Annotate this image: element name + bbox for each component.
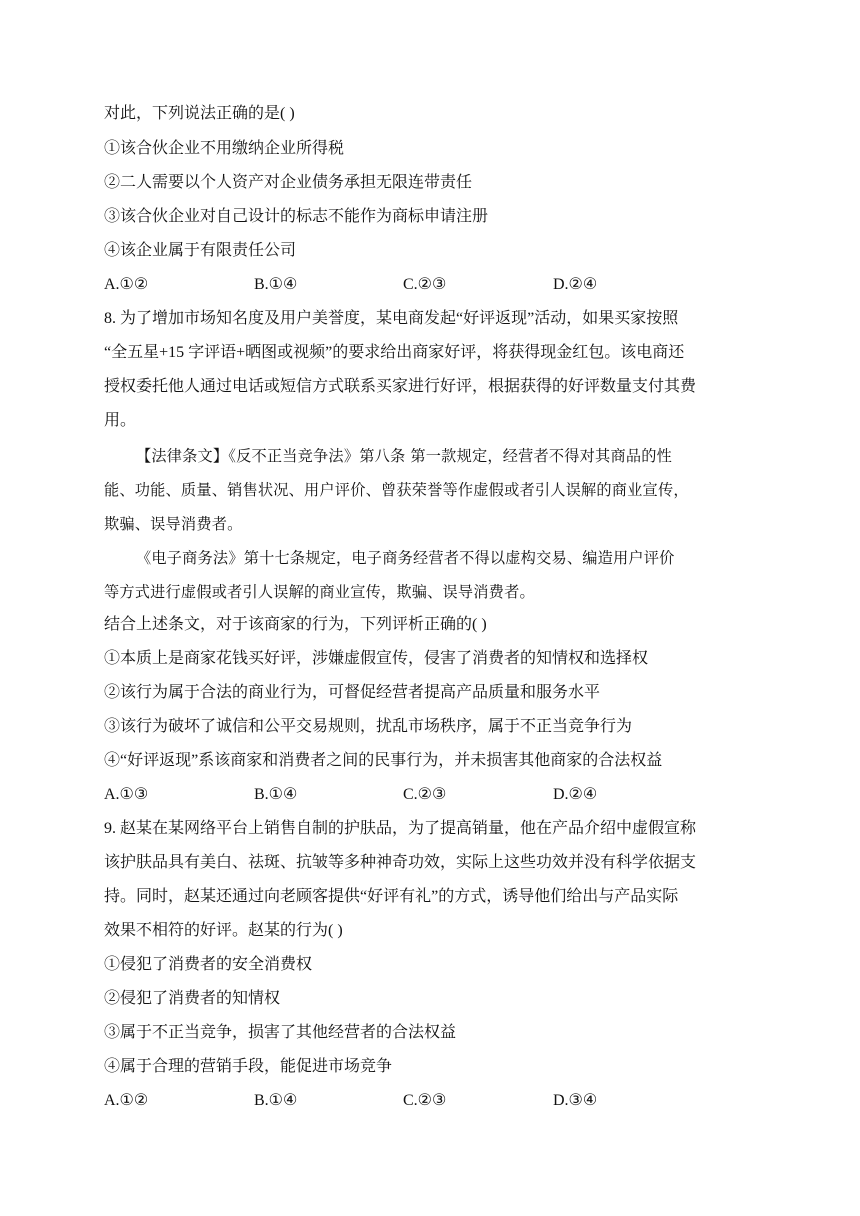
q9-option-a: A.①② — [104, 1092, 149, 1109]
q7-stem: 对此，下列说法正确的是( ) — [104, 105, 295, 122]
q8-law-line-1: 【法律条文】《反不正当竞争法》第八条 第一款规定，经营者不得对其商品的性 — [136, 447, 672, 465]
q7-option-b: B.①④ — [254, 276, 298, 293]
q7-item-4: ④该企业属于有限责任公司 — [104, 242, 297, 259]
q8-stem-line-4: 用。 — [104, 412, 137, 429]
q9-item-1: ①侵犯了消费者的安全消费权 — [104, 956, 313, 973]
q7-option-d: D.②④ — [553, 276, 598, 293]
q9-stem-line-2: 该护肤品具有美白、祛斑、抗皱等多种神奇功效，实际上这些功效并没有科学依据支 — [104, 854, 697, 871]
q7-item-3: ③该合伙企业对自己设计的标志不能作为商标申请注册 — [104, 208, 489, 225]
q9-option-d: D.③④ — [553, 1092, 598, 1109]
q8-item-4: ④“好评返现”系该商家和消费者之间的民事行为，并未损害其他商家的合法权益 — [104, 752, 663, 769]
q9-stem-line-1: 9. 赵某在某网络平台上销售自制的护肤品，为了提高销量，他在产品介绍中虚假宣称 — [104, 820, 697, 837]
q8-item-2: ②该行为属于合法的商业行为，可督促经营者提高产品质量和服务水平 — [104, 684, 601, 701]
q8-question: 结合上述条文，对于该商家的行为，下列评析正确的( ) — [104, 616, 487, 633]
q9-stem-line-3: 持。同时，赵某还通过向老顾客提供“好评有礼”的方式，诱导他们给出与产品实际 — [104, 888, 679, 905]
q7-option-a: A.①② — [104, 276, 149, 293]
q8-option-c: C.②③ — [403, 786, 447, 803]
q8-stem-line-3: 授权委托他人通过电话或短信方式联系买家进行好评，根据获得的好评数量支付其费 — [104, 378, 697, 395]
q9-option-c: C.②③ — [403, 1092, 447, 1109]
q8-item-3: ③该行为破坏了诚信和公平交易规则，扰乱市场秩序，属于不正当竞争行为 — [104, 718, 633, 735]
q8-option-b: B.①④ — [254, 786, 298, 803]
q9-item-3: ③属于不正当竞争，损害了其他经营者的合法权益 — [104, 1024, 457, 1041]
q9-item-2: ②侵犯了消费者的知情权 — [104, 990, 281, 1007]
q8-stem-line-1: 8. 为了增加市场知名度及用户美誉度，某电商发起“好评返现”活动，如果买家按照 — [104, 310, 679, 327]
q8-law-line-4: 《电子商务法》第十七条规定，电子商务经营者不得以虚构交易、编造用户评价 — [136, 549, 675, 567]
q8-option-d: D.②④ — [553, 786, 598, 803]
q8-option-a: A.①③ — [104, 786, 149, 803]
q8-stem-line-2: “全五星+15 字评语+晒图或视频”的要求给出商家好评，将获得现金红包。该电商还 — [104, 344, 685, 361]
q8-item-1: ①本质上是商家花钱买好评，涉嫌虚假宣传，侵害了消费者的知情权和选择权 — [104, 650, 649, 667]
q9-option-b: B.①④ — [254, 1092, 298, 1109]
q8-law-line-5: 等方式进行虚假或者引人误解的商业宣传，欺骗、误导消费者。 — [104, 583, 535, 601]
q9-item-4: ④属于合理的营销手段，能促进市场竞争 — [104, 1058, 393, 1075]
q8-law-line-2: 能、功能、质量、销售状况、用户评价、曾获荣誉等作虚假或者引人误解的商业宣传， — [104, 481, 689, 499]
q8-law-line-3: 欺骗、误导消费者。 — [104, 515, 243, 533]
q9-stem-line-4: 效果不相符的好评。赵某的行为( ) — [104, 922, 343, 939]
q7-option-c: C.②③ — [403, 276, 447, 293]
q7-item-2: ②二人需要以个人资产对企业债务承担无限连带责任 — [104, 174, 473, 191]
q7-item-1: ①该合伙企业不用缴纳企业所得税 — [104, 140, 345, 157]
